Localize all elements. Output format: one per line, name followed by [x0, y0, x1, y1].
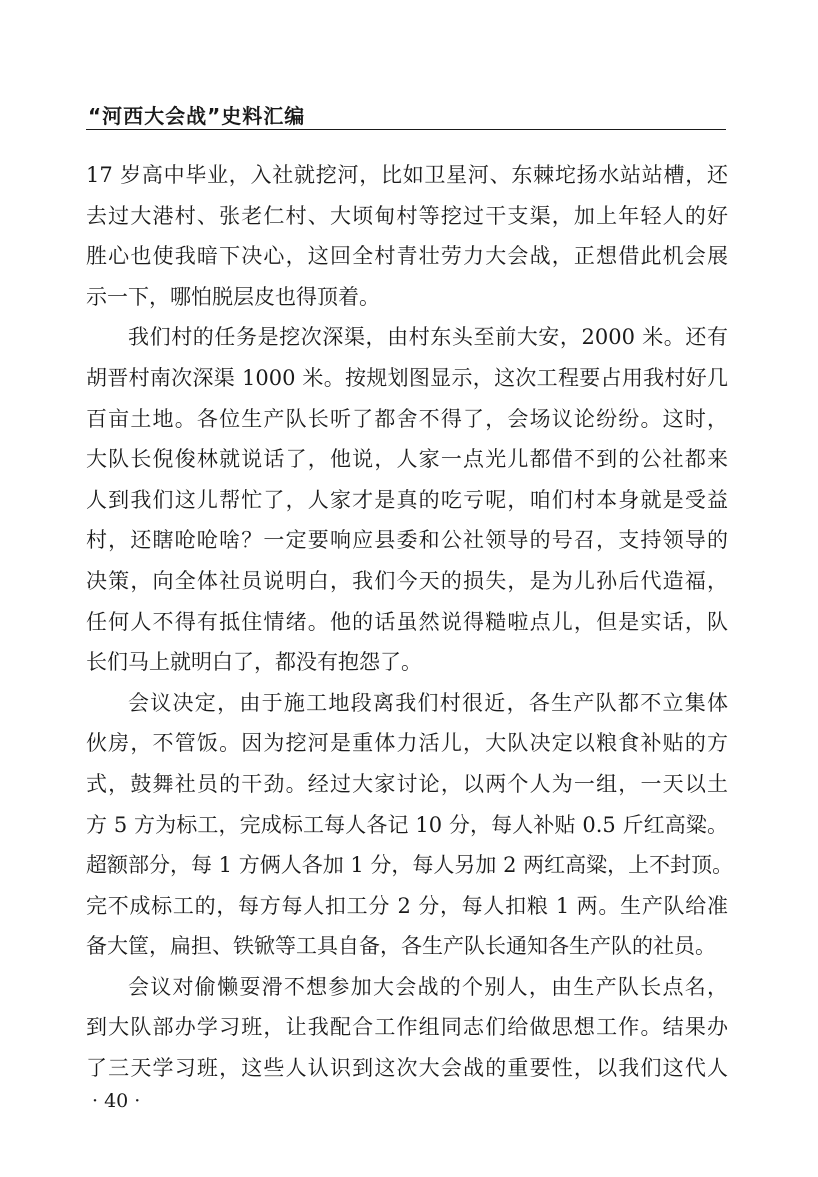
text-line: 村，还瞎呛呛啥？一定要响应县委和公社领导的号召，支持领导的	[86, 528, 728, 553]
text-line: 17 岁高中毕业，入社就挖河，比如卫星河、东棘坨扬水站站槽，还	[86, 163, 728, 187]
text-line: 人到我们这儿帮忙了，人家才是真的吃亏呢，咱们村本身就是受益	[86, 487, 728, 512]
body-text	[86, 155, 734, 1089]
text-line: 决策，向全体社员说明白，我们今天的损失，是为儿孙后代造福，	[86, 568, 728, 593]
header-rule	[86, 129, 726, 130]
text-line: 百亩土地。各位生产队长听了都舍不得了，会场议论纷纷。这时，	[86, 406, 728, 431]
text-line: 到大队部办学习班，让我配合工作组同志们给做思想工作。结果办	[86, 1015, 728, 1040]
page-number: · 40 ·	[92, 1090, 141, 1112]
text-line: 会议决定，由于施工地段离我们村很近，各生产队都不立集体	[128, 690, 728, 715]
text-line: 任何人不得有抵住情绪。他的话虽然说得糙啦点儿，但是实话，队	[86, 609, 728, 634]
text-line: 去过大港村、张老仁村、大顷甸村等挖过干支渠，加上年轻人的好	[86, 203, 728, 228]
text-line: 胜心也使我暗下决心，这回全村青壮劳力大会战，正想借此机会展	[86, 244, 728, 269]
text-line: 大队长倪俊林就说话了，他说，人家一点光儿都借不到的公社都来	[86, 447, 728, 472]
text-line: 完不成标工的，每方每人扣工分 2 分，每人扣粮 1 两。生产队给准	[86, 893, 728, 918]
text-line: 超额部分，每 1 方俩人各加 1 分，每人另加 2 两红高粱，上不封顶。	[86, 853, 734, 878]
text-line: 会议对偷懒耍滑不想参加大会战的个别人，由生产队长点名，	[128, 974, 728, 999]
text-line: 式，鼓舞社员的干劲。经过大家讨论，以两个人为一组，一天以土	[86, 771, 728, 796]
text-line: 示一下，哪怕脱层皮也得顶着。	[86, 284, 380, 309]
text-line: 方 5 方为标工，完成标工每人各记 10 分，每人补贴 0.5 斤红高粱。	[86, 812, 728, 837]
text-line: 了三天学习班，这些人认识到这次大会战的重要性，以我们这代人	[86, 1056, 728, 1081]
running-header-title: “河西大会战”史料汇编	[88, 104, 306, 128]
text-line: 长们马上就明白了，都没有抱怨了。	[86, 650, 422, 675]
text-line: 伙房，不管饭。因为挖河是重体力活儿，大队决定以粮食补贴的方	[86, 731, 728, 756]
text-line: 我们村的任务是挖次深渠，由村东头至前大安，2000 米。还有	[128, 325, 728, 350]
text-line: 备大筐，扁担、铁锨等工具自备，各生产队长通知各生产队的社员。	[86, 934, 716, 959]
text-line: 胡晋村南次深渠 1000 米。按规划图显示，这次工程要占用我村好几	[86, 365, 728, 390]
